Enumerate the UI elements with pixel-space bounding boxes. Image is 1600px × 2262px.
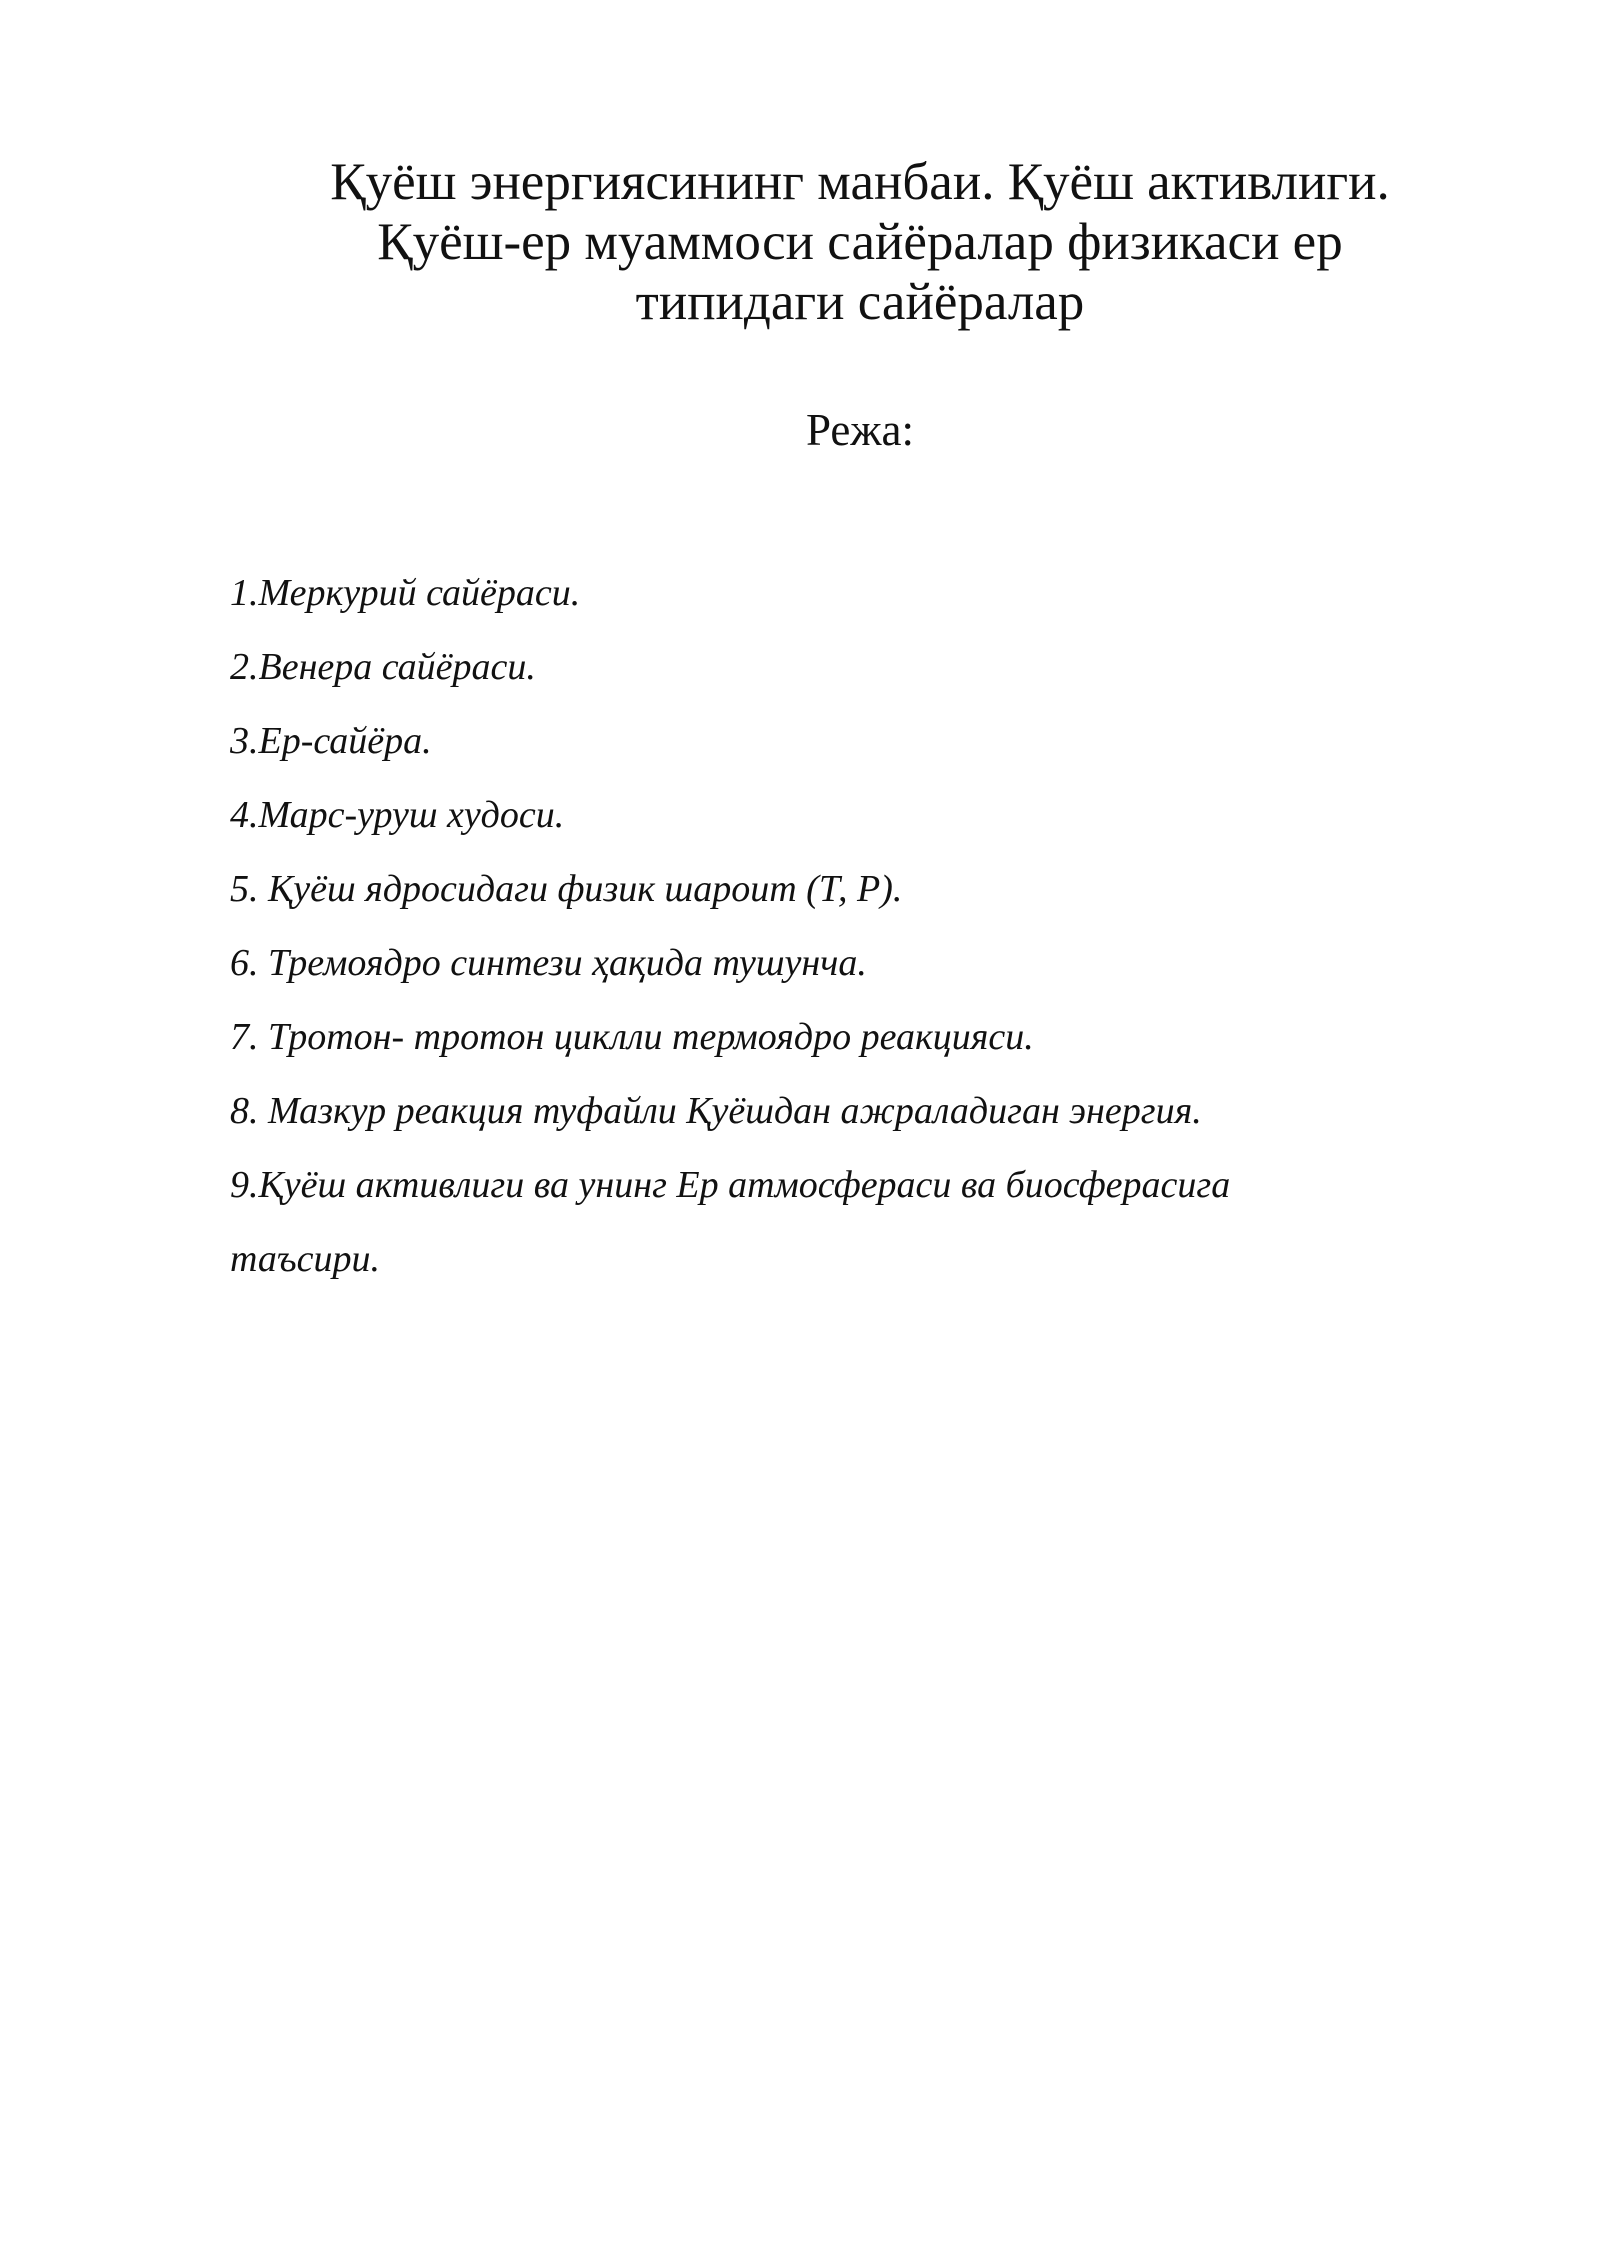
title-line: типидаги сайёралар (635, 273, 1085, 331)
document-title (200, 152, 1520, 332)
plan-item: 6. Тремоядро синтези ҳақида тушунча. (230, 942, 867, 984)
title-line: Қуёш энергиясининг манбаи. Қуёш активлиги. (330, 153, 1390, 211)
plan-item: 5. Қуёш ядросидаги физик шароит (Т, Р). (230, 868, 903, 910)
title-line: Қуёш-ер муаммоси сайёралар физикаси ер (377, 213, 1343, 271)
plan-item: 2.Венера сайёраси. (230, 646, 536, 688)
plan-heading: Режа: (806, 405, 914, 455)
plan-item: 3.Ер-сайёра. (230, 720, 432, 762)
plan-item: 8. Мазкур реакция туфайли Қуёшдан ажраладиган энергия. (230, 1090, 1202, 1132)
plan-list (230, 556, 1430, 1296)
plan-item: 1.Меркурий сайёраси. (230, 572, 581, 614)
plan-item-continuation: таъсири. (230, 1238, 380, 1280)
plan-item: 4.Марс-уруш худоси. (230, 794, 565, 836)
plan-item: 7. Тротон- тротон циклли термоядро реакцияси. (230, 1016, 1034, 1058)
plan-item: 9.Қуёш активлиги ва унинг Ер атмосфераси ва биосферасига (230, 1164, 1231, 1206)
